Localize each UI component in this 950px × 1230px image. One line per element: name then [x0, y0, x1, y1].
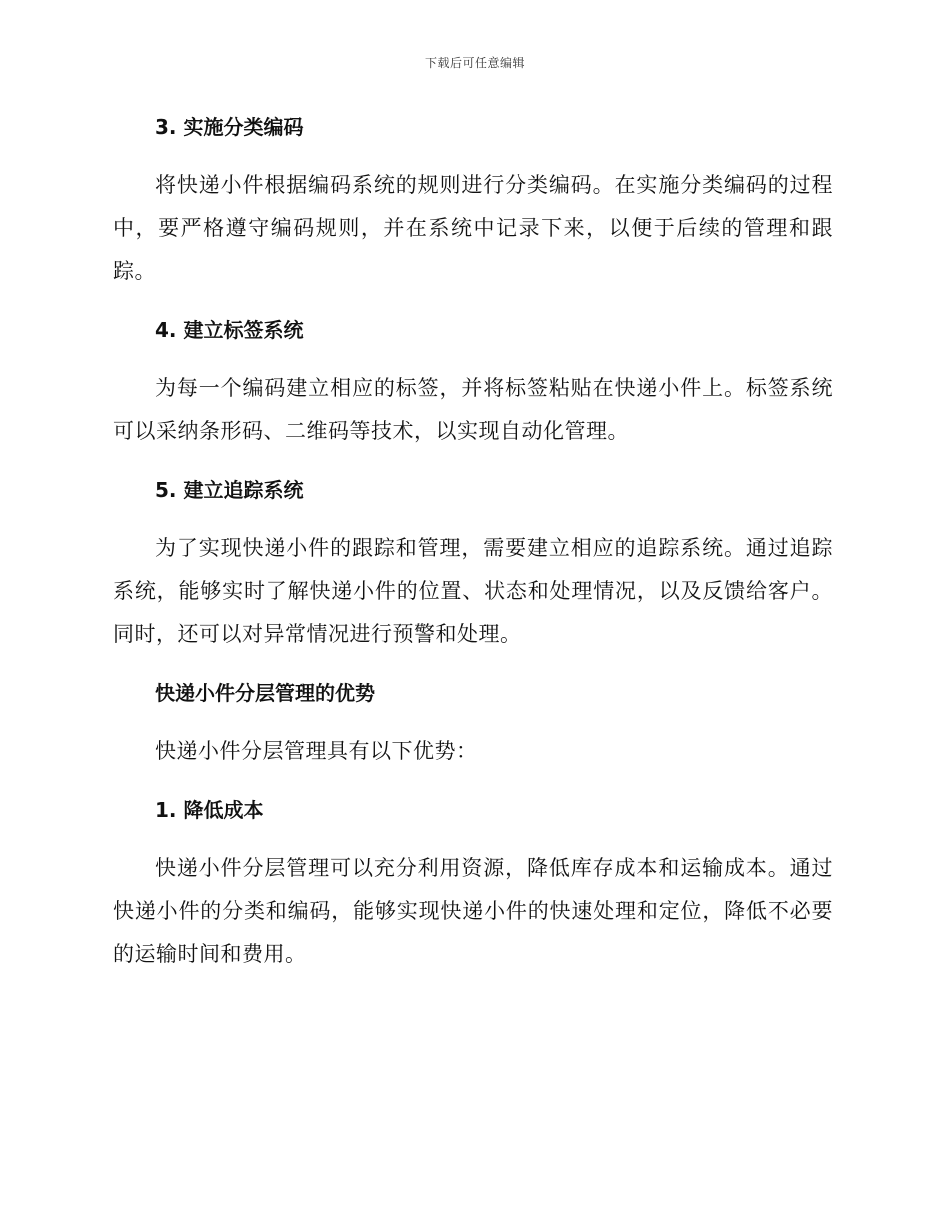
- paragraph-tracking-system: 为了实现快递小件的跟踪和管理，需要建立相应的追踪系统。通过追踪系统，能够实时了解快递小件的位置、状态和处理情况，以及反馈给客户。同时，还可以对异常情况进行预警和处理。: [113, 536, 833, 646]
- paragraph-implement-coding: 将快递小件根据编码系统的规则进行分类编码。在实施分类编码的过程中，要严格遵守编码规则，并在系统中记录下来，以便于后续的管理和跟踪。: [113, 173, 833, 283]
- section-heading-label-system: 4. 建立标签系统: [155, 318, 304, 342]
- section-heading-advantages: 快递小件分层管理的优势: [155, 681, 375, 705]
- paragraph-advantages-intro: 快递小件分层管理具有以下优势：: [155, 739, 478, 763]
- paragraph-label-system: 为每一个编码建立相应的标签，并将标签粘贴在快递小件上。标签系统可以采纳条形码、二维码等技术，以实现自动化管理。: [113, 376, 833, 443]
- document-body: [113, 110, 833, 996]
- section-heading-reduce-cost: 1. 降低成本: [155, 798, 264, 822]
- page-header: 下载后可任意编辑: [424, 56, 525, 70]
- section-heading-implement-coding: 3. 实施分类编码: [155, 115, 304, 139]
- paragraph-reduce-cost: 快递小件分层管理可以充分利用资源，降低库存成本和运输成本。通过快递小件的分类和编码，能够实现快递小件的快速处理和定位，降低不必要的运输时间和费用。: [113, 856, 833, 966]
- section-heading-tracking-system: 5. 建立追踪系统: [155, 478, 304, 502]
